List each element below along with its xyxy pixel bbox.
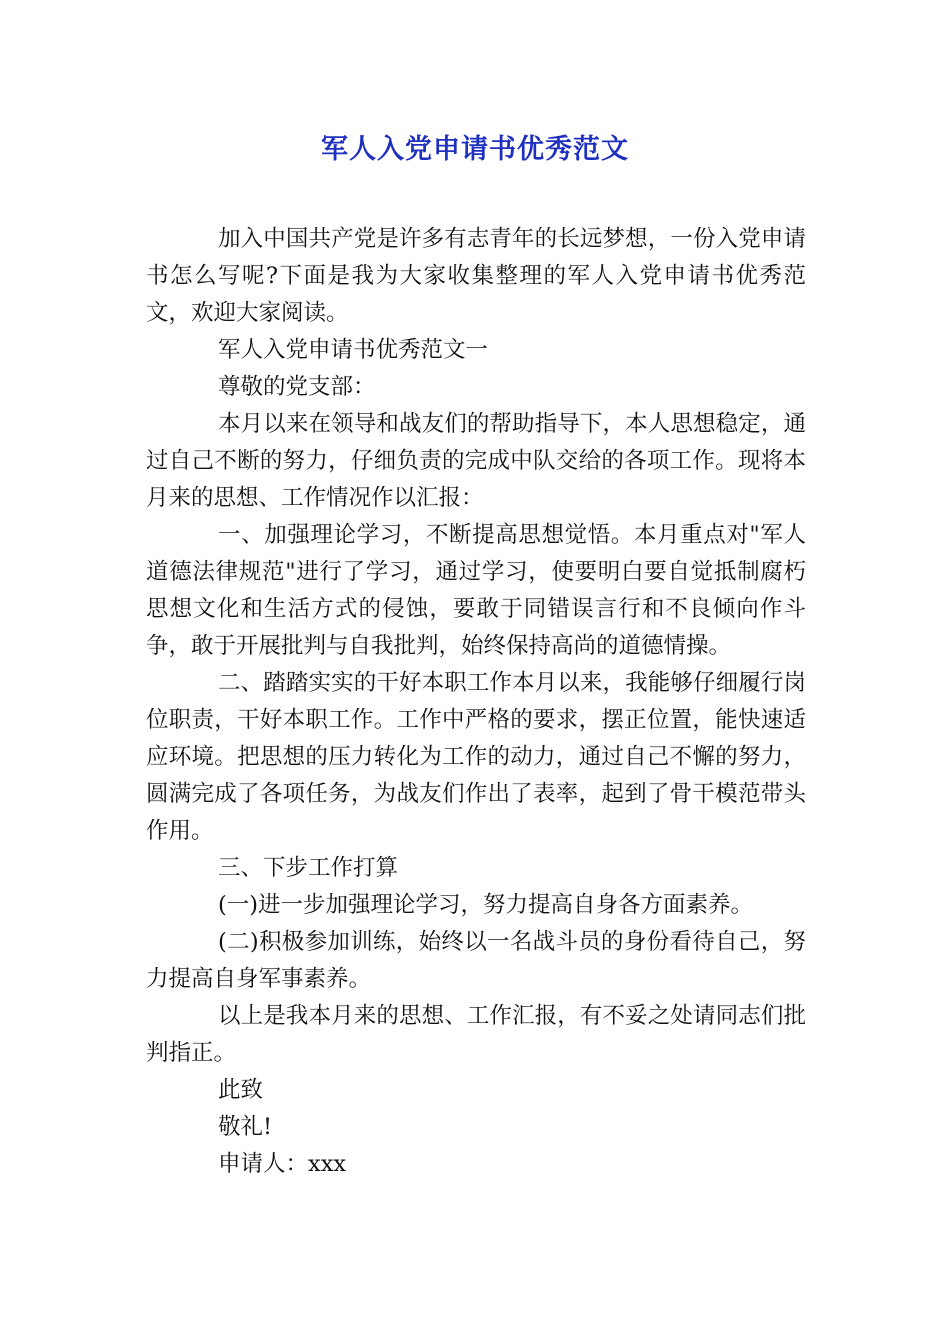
signature-line: 申请人：xxx <box>218 1151 347 1177</box>
document-title: 军人入党申请书优秀范文 <box>321 134 629 165</box>
body-paragraph: (二)积极参加训练，始终以一名战斗员的身份看待自己，努力提高自身军事素养。 <box>146 929 806 992</box>
salutation: 尊敬的党支部： <box>218 374 376 400</box>
section-heading: 军人入党申请书优秀范文一 <box>218 337 489 363</box>
document-body <box>146 221 806 1183</box>
body-paragraph: 以上是我本月来的思想、工作汇报，有不妥之处请同志们批判指正。 <box>146 1003 806 1066</box>
body-paragraph: (一)进一步加强理论学习，努力提高自身各方面素养。 <box>218 892 754 918</box>
body-paragraph: 二、踏踏实实的干好本职工作本月以来，我能够仔细履行岗位职责，干好本职工作。工作中严格的要求，摆正位置，能快速适应环境。把思想的压力转化为工作的动力，通过自己不懈的努力，圆满完成了各项任务，为战友们作出了表率，起到了骨干模范带头作用。 <box>146 670 806 844</box>
closing-line: 此致 <box>218 1077 264 1103</box>
body-paragraph: 三、下步工作打算 <box>218 855 399 881</box>
intro-paragraph: 加入中国共产党是许多有志青年的长远梦想，一份入党申请书怎么写呢?下面是我为大家收集整理的军人入党申请书优秀范文，欢迎大家阅读。 <box>146 226 806 326</box>
body-paragraph: 本月以来在领导和战友们的帮助指导下，本人思想稳定，通过自己不断的努力，仔细负责的完成中队交给的各项工作。现将本月来的思想、工作情况作以汇报： <box>146 411 806 511</box>
body-paragraph: 一、加强理论学习，不断提高思想觉悟。本月重点对"军人道德法律规范"进行了学习，通过学习，使要明白要自觉抵制腐朽思想文化和生活方式的侵蚀，要敢于同错误言行和不良倾向作斗争，敢于开展批判与自我批判，始终保持高尚的道德情操。 <box>146 522 806 659</box>
closing-line: 敬礼! <box>218 1114 273 1140</box>
